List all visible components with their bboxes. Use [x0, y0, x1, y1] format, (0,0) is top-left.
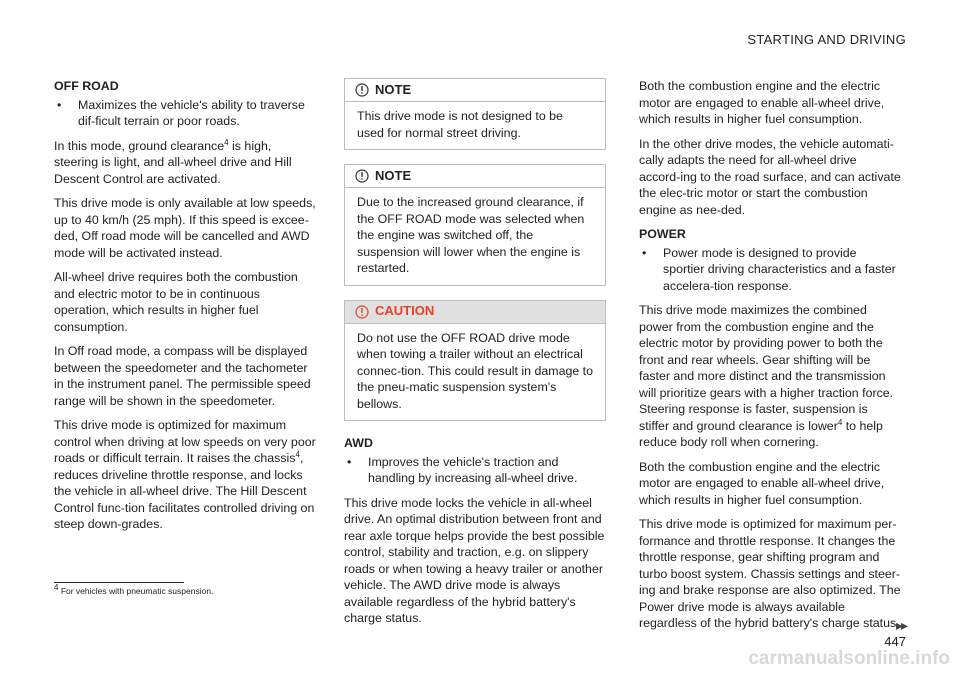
column-3: [639, 78, 901, 640]
bullet-dot: •: [57, 97, 62, 112]
note-title: NOTE: [375, 167, 412, 183]
awd-bullet: [344, 454, 606, 487]
note-text: This drive mode is not designed to be used for normal street driving.: [357, 109, 563, 140]
bullet-text: Improves the vehicle's traction and handling by increasing all-wheel drive.: [368, 454, 578, 485]
section-header: STARTING AND DRIVING: [747, 32, 906, 47]
page-number: 447: [884, 634, 906, 649]
watermark: carmanualsonline.info: [748, 648, 950, 669]
column-1: [54, 78, 316, 541]
next-page-arrows-icon[interactable]: ▸▸: [895, 617, 906, 633]
off-road-bullet: [54, 97, 316, 130]
caution-text: Do not use the OFF ROAD drive mode when towing a trailer without an electrical connec-tion. This could result in damage to the pneu-matic suspension system's bellows.: [357, 330, 594, 411]
paragraph: In Off road mode, a compass will be displayed between the speedometer and the tachometer in the instrument panel. The permissible speed range will be shown in the speedometer.: [54, 344, 311, 408]
paragraph: All-wheel drive requires both the combustion and electric motor to be in continuous operation, which results in higher fuel consumption.: [54, 270, 298, 334]
footnote-ref[interactable]: 4: [224, 137, 229, 147]
paragraph: This drive mode is optimized for maximum per-formance and throttle response. It changes the throttle response, gear shifting program and turbo boost system. Chassis settings and steer-ing and brake response are also optimized. The Power drive mode is always available regardless of the hybrid battery's charge status.: [639, 517, 901, 630]
info-icon: [355, 169, 369, 183]
caution-header: [345, 301, 605, 324]
note-title: NOTE: [375, 81, 412, 97]
note-header: [345, 165, 605, 188]
note-text: Due to the increased ground clearance, if the OFF ROAD mode was selected when the engine was switched off, the suspension will lower when the engine is restarted.: [357, 195, 585, 275]
paragraph: This drive mode locks the vehicle in all-wheel drive. An optimal distribution between front and rear axle torque helps provide the best possible control, stability and traction, e.g. on slippery roads or when towing a heavy trailer or another vehicle. The AWD drive mode is always available regardless of the hybrid battery's charge status.: [344, 495, 605, 625]
off-road-heading: OFF ROAD: [54, 79, 119, 93]
info-icon: [355, 83, 369, 97]
footnote-ref[interactable]: 4: [295, 449, 300, 459]
paragraph: Both the combustion engine and the electric motor are engaged to enable all-wheel drive, which results in higher fuel consumption.: [639, 79, 885, 126]
note-box: [344, 78, 606, 150]
paragraph: In this mode, ground clearance$^4$ is high, steering is light, and all-wheel drive and Hill Descent Control are activated.: [54, 137, 292, 186]
footnote-divider: [54, 582, 184, 583]
note-header: [345, 79, 605, 102]
power-heading: POWER: [639, 227, 686, 241]
bullet-dot: •: [347, 454, 352, 469]
note-box: [344, 164, 606, 286]
paragraph: In the other drive modes, the vehicle automati-cally adapts the need for all-wheel drive accord-ing to the road surface, and can activate the elec-tric motor or start the combustion engine as nee-ded.: [639, 136, 901, 217]
paragraph: This drive mode is optimized for maximum control when driving at low speeds on very poor roads or difficult terrain. It raises the chassis$^4$, reduces driveline throttle response, and locks the vehicle in all-wheel drive. The Hill Descent Control func-tion facilitates controlled driving on steep down-grades.: [54, 418, 316, 531]
footnote-ref[interactable]: 4: [837, 417, 843, 427]
column-2: [344, 78, 606, 635]
bullet-text: Maximizes the vehicle's ability to traverse dif-ficult terrain or poor roads.: [78, 97, 305, 128]
caution-box: [344, 300, 606, 422]
footnote: $^4$ For vehicles with pneumatic suspension.: [54, 583, 214, 596]
power-bullet: [639, 245, 901, 295]
bullet-dot: •: [642, 245, 647, 260]
paragraph: This drive mode maximizes the combined power from the combustion engine and the electric motor by providing power to both the front and rear wheels. Gear shifting will be faster and more distinct and the transmission will prioritize gears with a higher traction force. Steering response is faster, suspension is stiffer and ground clearance is lower$^4$ to help reduce body roll when cornering.: [639, 303, 894, 449]
warning-icon: [355, 305, 369, 319]
bullet-text: Power mode is designed to provide sportier driving characteristics and a faster accelera-tion response.: [663, 245, 896, 293]
awd-heading: AWD: [344, 436, 373, 450]
caution-title: CAUTION: [375, 303, 435, 319]
paragraph: This drive mode is only available at low speeds, up to 40 km/h (25 mph). If this speed is excee-ded, Off road mode will be cancelled and AWD mode will be activated instead.: [54, 196, 316, 260]
paragraph: Both the combustion engine and the electric motor are engaged to enable all-wheel drive, which results in higher fuel consumption.: [639, 459, 885, 507]
